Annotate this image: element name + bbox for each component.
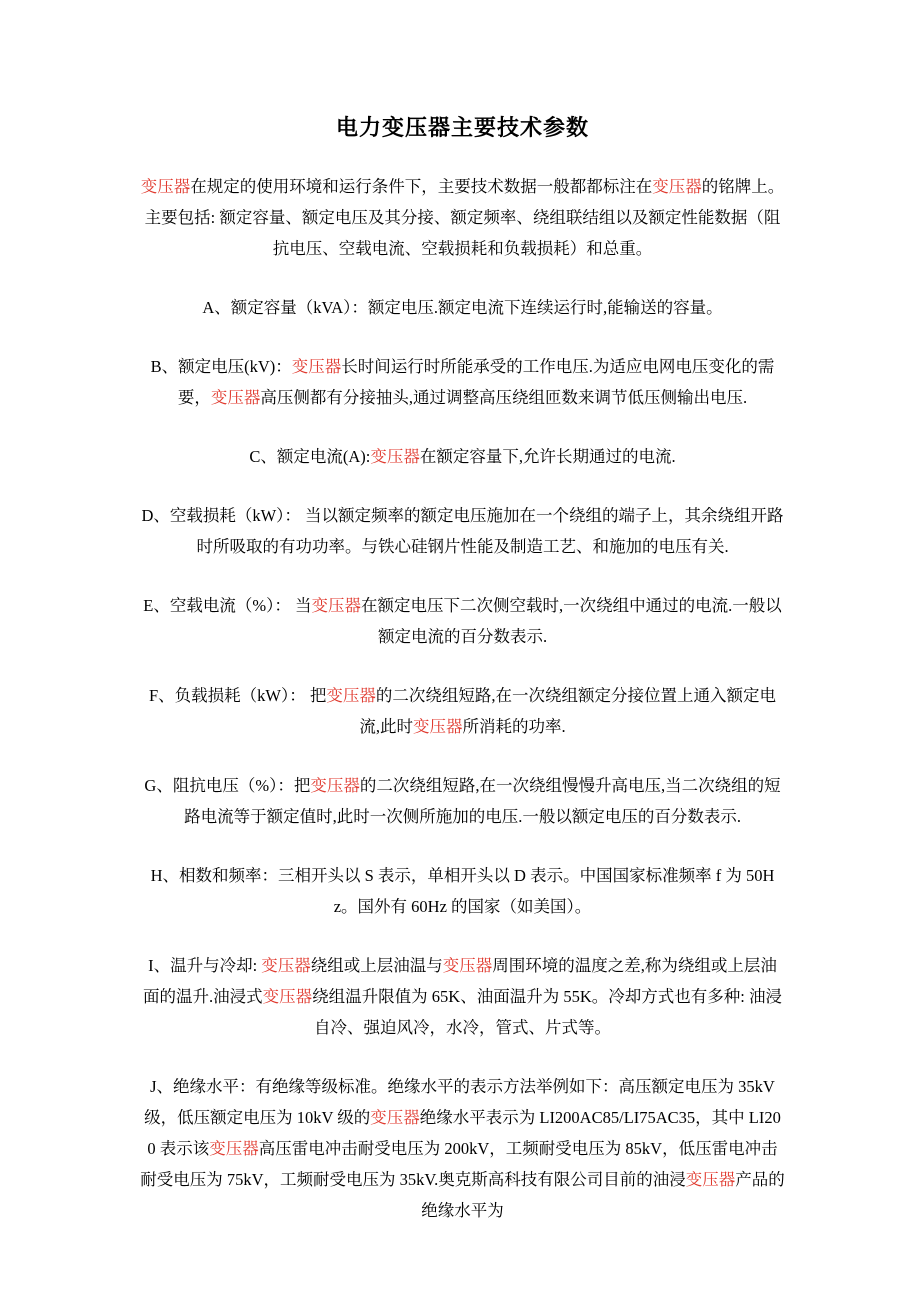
text-segment: J、绝缘水平：有绝缘等级标准。绝缘水平的表示方法举例如下：高压额定电压为 35kV 级，低压额定电压为 10kV 级的 (144, 1077, 775, 1127)
text-segment: 长时间运行时所能承受的工作电压.为适应电网电压变化的需要， (177, 357, 775, 407)
text-segment: 在额定容量下,允许长期通过的电流. (419, 447, 676, 466)
text-segment: 产品的绝缘水平为 (421, 1170, 785, 1220)
text-segment: A、额定容量（kVA）：额定电压.额定电流下连续运行时,能输送的容量。 (202, 298, 723, 317)
paragraph-item-e (140, 590, 785, 652)
paragraph-intro (140, 171, 785, 264)
highlight-transformer-term: 变压器 (291, 357, 342, 376)
highlight-transformer-term: 变压器 (310, 776, 360, 795)
text-segment: 在额定电压下二次侧空载时,一次绕组中通过的电流.一般以额定电流的百分数表示. (360, 596, 782, 646)
highlight-transformer-term: 变压器 (209, 1139, 259, 1158)
highlight-transformer-term: 变压器 (685, 1170, 736, 1189)
text-segment: 高压侧都有分接抽头,通过调整高压绕组匝数来调节低压侧输出电压. (260, 388, 748, 407)
text-segment: G、阻抗电压（%）：把 (144, 776, 311, 795)
text-segment: D、空载损耗（kW）： 当以额定频率的额定电压施加在一个绕组的端子上，其余绕组开路时所吸取的有功功率。与铁心硅钢片性能及制造工艺、和施加的电压有关. (141, 506, 784, 556)
highlight-transformer-term: 变压器 (326, 686, 376, 705)
text-segment: 的铭牌上。主要包括: 额定容量、额定电压及其分接、额定频率、绕组联结组以及额定性能数据（阻抗电压、空载电流、空载损耗和负载损耗）和总重。 (144, 177, 785, 258)
text-segment: 绝缘水平表示为 LI200AC85/LI75AC35，其中 LI200 表示该 (147, 1108, 781, 1158)
highlight-transformer-term: 变压器 (261, 956, 311, 975)
document-title: 电力变压器主要技术参数 (335, 115, 589, 140)
paragraph-item-f (140, 680, 785, 742)
paragraph-item-b (140, 351, 785, 413)
text-segment: 绕组或上层油温与 (310, 956, 443, 975)
text-segment: 在规定的使用环境和运行条件下，主要技术数据一般都都标注在 (190, 177, 653, 196)
highlight-transformer-term: 变压器 (210, 388, 261, 407)
highlight-transformer-term: 变压器 (311, 596, 361, 615)
paragraph-item-a (140, 292, 785, 323)
text-segment: B、额定电压(kV)： (150, 357, 292, 376)
highlight-transformer-term: 变压器 (140, 177, 191, 196)
document-body (140, 171, 785, 1226)
paragraph-item-i (140, 950, 785, 1043)
highlight-transformer-term: 变压器 (442, 956, 493, 975)
text-segment: 高压雷电冲击耐受电压为 200kV，工频耐受电压为 85kV，低压雷电冲击耐受电压为 75kV，工频耐受电压为 35kV.奥克斯高科技有限公司目前的油浸 (140, 1139, 778, 1189)
text-segment: 所消耗的功率. (462, 717, 566, 736)
paragraph-item-j (140, 1071, 785, 1226)
highlight-transformer-term: 变压器 (370, 447, 420, 466)
text-segment: C、额定电流(A): (249, 447, 371, 466)
text-segment: 的二次绕组短路,在一次绕组额定分接位置上通入额定电流,此时 (359, 686, 776, 736)
paragraph-item-h (140, 860, 785, 922)
text-segment: 的二次绕组短路,在一次绕组慢慢升高电压,当二次绕组的短路电流等于额定值时,此时一次侧所施加的电压.一般以额定电压的百分数表示. (184, 776, 781, 826)
text-segment: 周围环境的温度之差,称为绕组或上层油面的温升.油浸式 (143, 956, 777, 1006)
highlight-transformer-term: 变压器 (652, 177, 702, 196)
paragraph-item-c (140, 441, 785, 472)
highlight-transformer-term: 变压器 (262, 987, 313, 1006)
text-segment: H、相数和频率：三相开头以 S 表示，单相开头以 D 表示。中国国家标准频率 f 为 50Hz。国外有 60Hz 的国家（如美国）。 (150, 866, 775, 916)
text-segment: 绕组温升限值为 65K、油面温升为 55K。冷却方式也有多种: 油浸自冷、强迫风冷，水冷，管式、片式等。 (312, 987, 782, 1037)
highlight-transformer-term: 变压器 (413, 717, 463, 736)
text-segment: I、温升与冷却: (148, 956, 262, 975)
paragraph-item-g (140, 770, 785, 832)
highlight-transformer-term: 变压器 (370, 1108, 420, 1127)
text-segment: F、负载损耗（kW）： 把 (149, 686, 327, 705)
paragraph-item-d (140, 500, 785, 562)
text-segment: E、空载电流（%）： 当 (143, 596, 312, 615)
